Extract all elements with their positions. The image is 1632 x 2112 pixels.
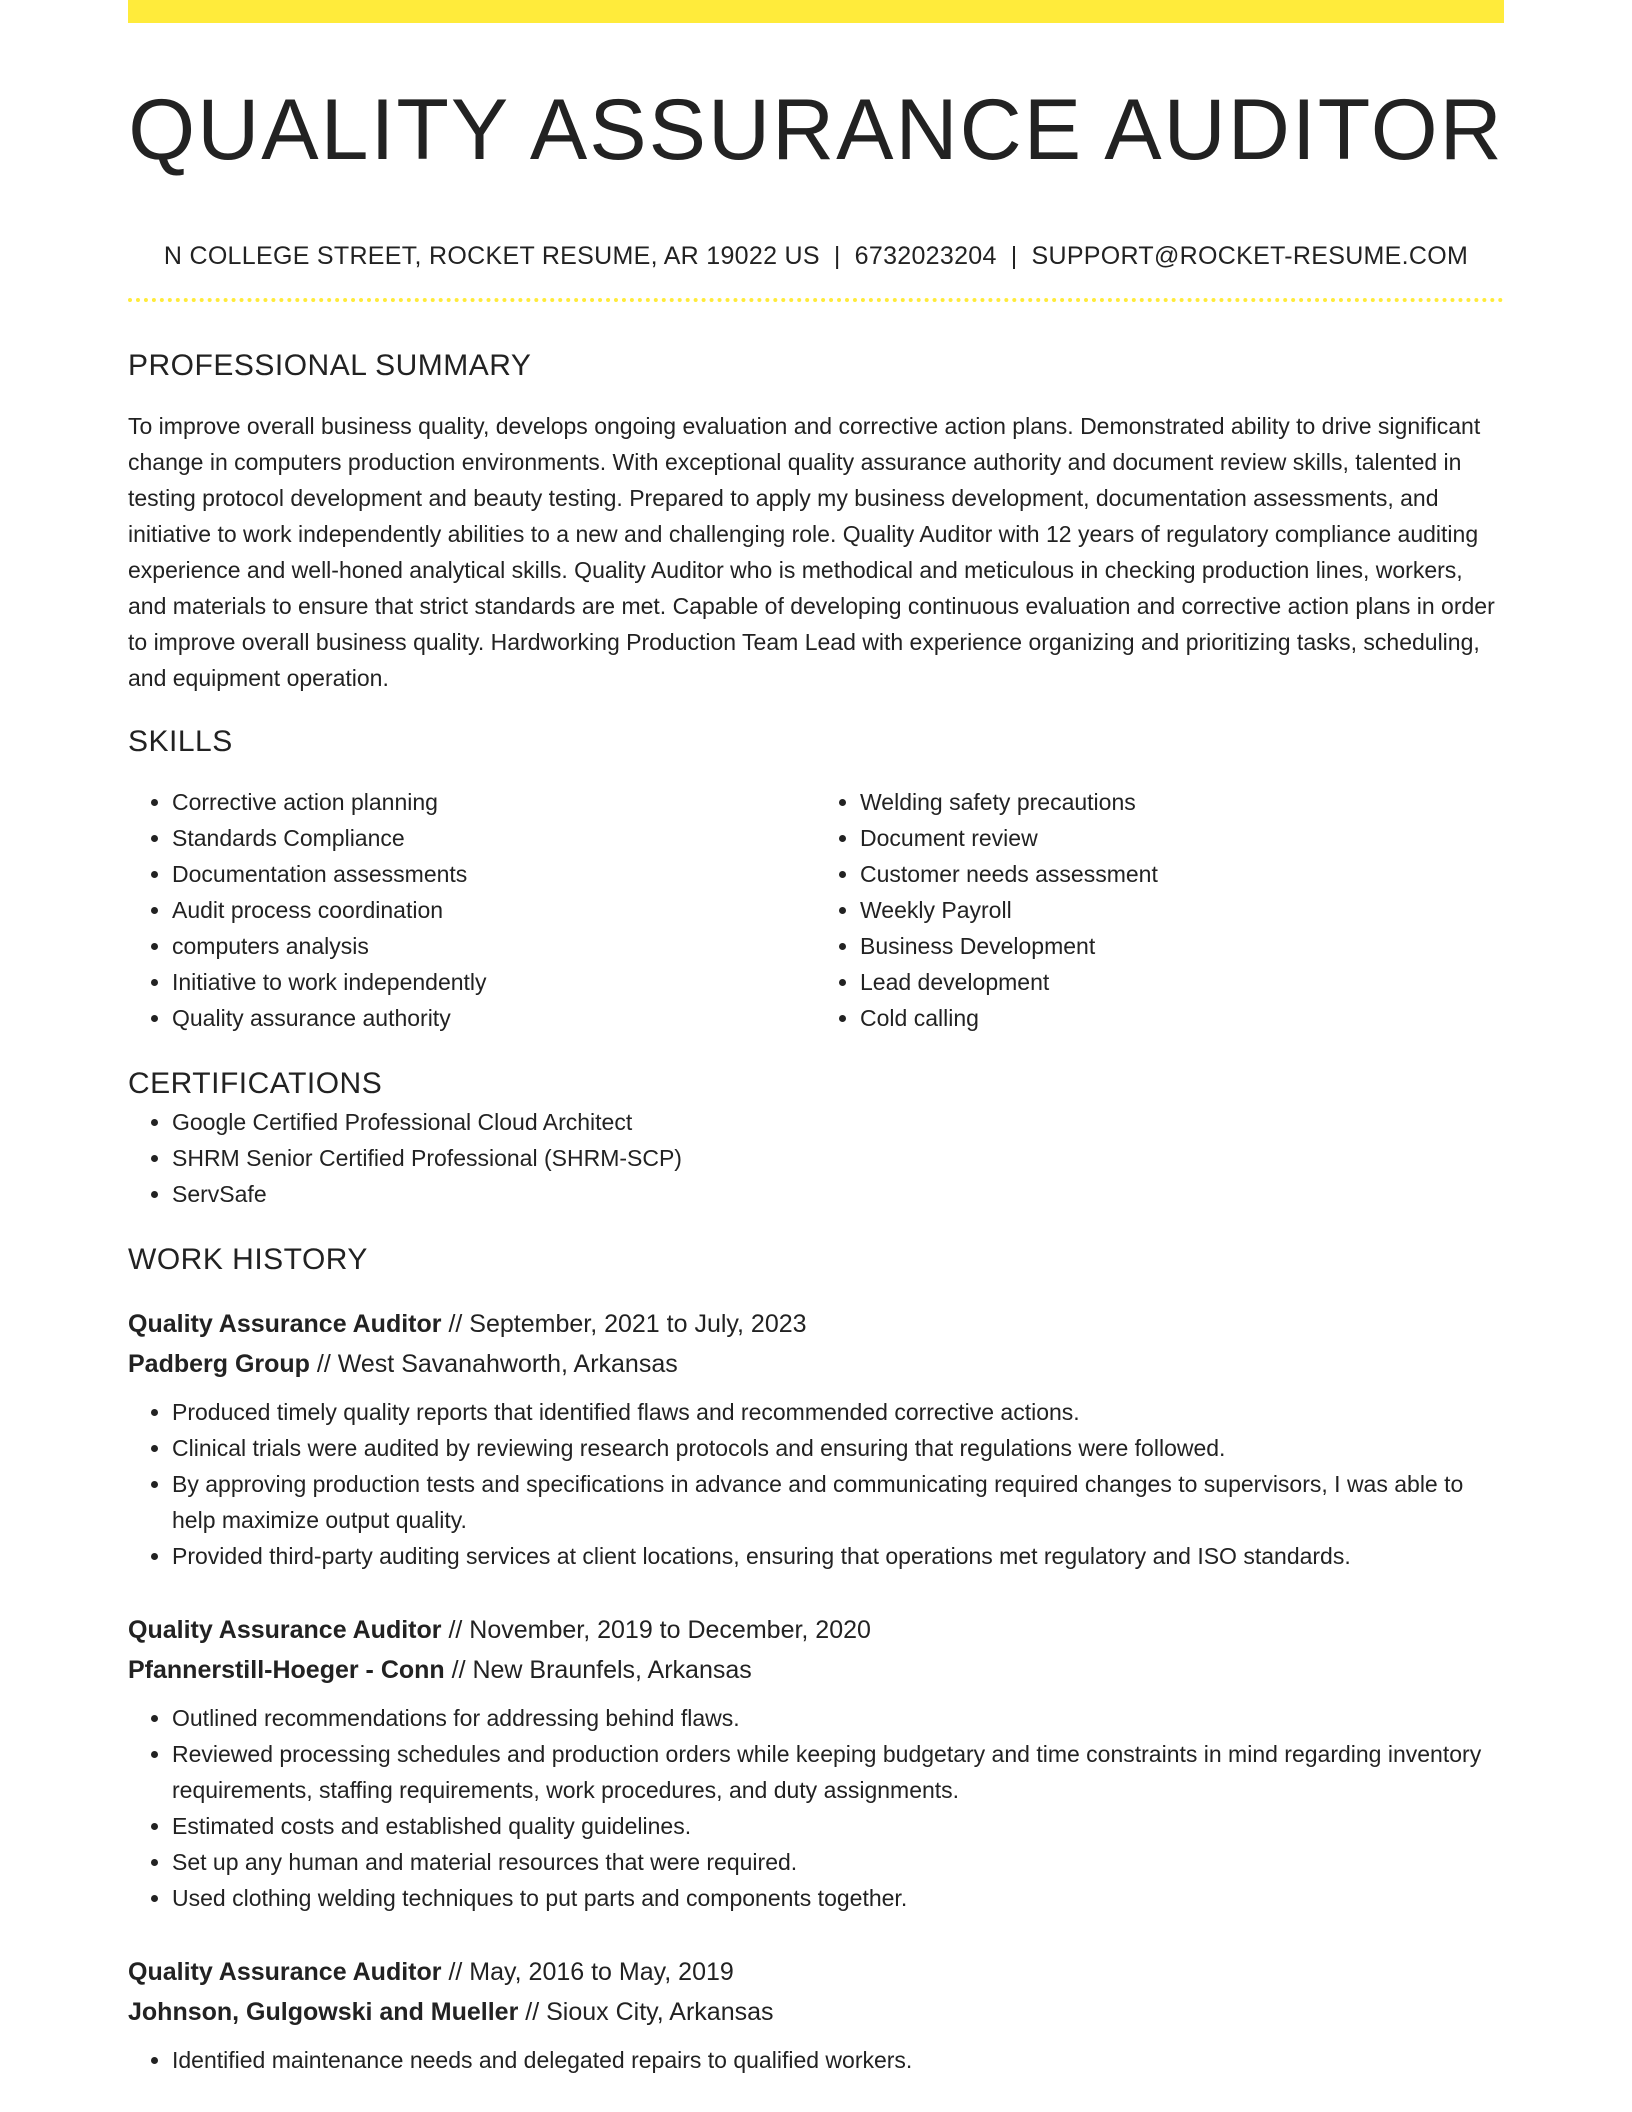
skill-item: • Documentation assessments: [172, 856, 816, 892]
work-history-heading: WORK HISTORY: [128, 1243, 368, 1276]
skill-item: • Document review: [860, 820, 1504, 856]
job-bullet: • By approving production tests and specifications in advance and communicating required changes to supervisors, I was able to help maximize output quality.: [172, 1466, 1504, 1538]
contact-address: N COLLEGE STREET, ROCKET RESUME, AR 19022 US: [163, 242, 820, 270]
job-bullets: [128, 2042, 1504, 2078]
job-bullet: • Estimated costs and established quality guidelines.: [172, 1808, 1504, 1844]
contact-phone: 6732023204: [854, 242, 997, 270]
job-role: Quality Assurance Auditor: [128, 1958, 442, 1986]
job-entry: [128, 1952, 1504, 2078]
job-dates: // September, 2021 to July, 2023: [441, 1310, 807, 1338]
job-company-line: [128, 1650, 1504, 1690]
skill-item: • Corrective action planning: [172, 784, 816, 820]
skill-item: • Lead development: [860, 964, 1504, 1000]
job-company-line: [128, 1992, 1504, 2032]
contact-email: SUPPORT@ROCKET-RESUME.COM: [1031, 242, 1469, 270]
job-bullets: [128, 1394, 1504, 1574]
summary-text: To improve overall business quality, develops ongoing evaluation and corrective action plans. Demonstrated ability to drive significant change in computers production environments. With exceptional quality assurance authority and document review skills, talented in testing protocol development and beauty testing. Prepared to apply my business development, documentation assessments, and initiative to work independently abilities to a new and challenging role. Quality Auditor with 12 years of regulatory compliance auditing experience and well-honed analytical skills. Quality Auditor who is methodical and meticulous in checking production lines, workers, and materials to ensure that strict standards are met. Capable of developing continuous evaluation and corrective action plans in order to improve overall business quality. Hardworking Production Team Lead with experience organizing and prioritizing tasks, scheduling, and equipment operation.: [128, 413, 1495, 691]
job-bullet: • Provided third-party auditing services at client locations, ensuring that operations met regulatory and ISO standards.: [172, 1538, 1504, 1574]
job-bullet: • Used clothing welding techniques to put parts and components together.: [172, 1880, 1504, 1916]
job-title-line: [128, 1610, 1504, 1650]
job-title-line: [128, 1304, 1504, 1344]
job-company-line: [128, 1344, 1504, 1384]
skill-item: • Audit process coordination: [172, 892, 816, 928]
summary-heading: PROFESSIONAL SUMMARY: [128, 349, 532, 382]
skill-item: • Initiative to work independently: [172, 964, 816, 1000]
skills-list-right: [816, 784, 1504, 1036]
skill-item: • Weekly Payroll: [860, 892, 1504, 928]
skill-item: • Standards Compliance: [172, 820, 816, 856]
job-entry: [128, 1610, 1504, 1916]
job-company: Pfannerstill-Hoeger - Conn: [128, 1656, 445, 1684]
job-title-line: [128, 1952, 1504, 1992]
job-location: // West Savanahworth, Arkansas: [309, 1350, 678, 1378]
job-bullets: [128, 1700, 1504, 1916]
skills-columns: [128, 784, 1504, 1036]
contact-separator: |: [1010, 242, 1018, 270]
skill-item: • Customer needs assessment: [860, 856, 1504, 892]
dotted-divider: [128, 298, 1504, 302]
skill-item: • Welding safety precautions: [860, 784, 1504, 820]
job-role: Quality Assurance Auditor: [128, 1616, 442, 1644]
contact-separator: |: [833, 242, 841, 270]
job-bullet: • Produced timely quality reports that identified flaws and recommended corrective actions.: [172, 1394, 1504, 1430]
skill-item: • Quality assurance authority: [172, 1000, 816, 1036]
job-company: Padberg Group: [128, 1350, 310, 1378]
resume-name: QUALITY ASSURANCE AUDITOR: [128, 82, 1504, 178]
job-bullet: • Outlined recommendations for addressing behind flaws.: [172, 1700, 1504, 1736]
certification-item: • Google Certified Professional Cloud Architect: [172, 1104, 1504, 1140]
job-location: // New Braunfels, Arkansas: [444, 1656, 752, 1684]
contact-line: [128, 240, 1504, 272]
skill-item: • Cold calling: [860, 1000, 1504, 1036]
job-bullet: • Set up any human and material resources that were required.: [172, 1844, 1504, 1880]
skills-heading: SKILLS: [128, 725, 233, 758]
certifications-list: [128, 1104, 1504, 1212]
job-bullet: • Clinical trials were audited by reviewing research protocols and ensuring that regulations were followed.: [172, 1430, 1504, 1466]
job-company: Johnson, Gulgowski and Mueller: [128, 1998, 519, 2026]
certification-item: • ServSafe: [172, 1176, 1504, 1212]
certifications-heading: CERTIFICATIONS: [128, 1067, 383, 1100]
resume-content: [128, 0, 1504, 2078]
job-entry: [128, 1304, 1504, 1574]
skill-item: • Business Development: [860, 928, 1504, 964]
job-dates: // November, 2019 to December, 2020: [441, 1616, 871, 1644]
skills-list-left: [128, 784, 816, 1036]
job-bullet: • Reviewed processing schedules and production orders while keeping budgetary and time constraints in mind regarding inventory requirements, staffing requirements, work procedures, and duty assignments.: [172, 1736, 1504, 1808]
job-location: // Sioux City, Arkansas: [518, 1998, 774, 2026]
skill-item: • computers analysis: [172, 928, 816, 964]
job-bullet: • Identified maintenance needs and delegated repairs to qualified workers.: [172, 2042, 1504, 2078]
job-role: Quality Assurance Auditor: [128, 1310, 442, 1338]
job-dates: // May, 2016 to May, 2019: [441, 1958, 734, 1986]
certification-item: • SHRM Senior Certified Professional (SHRM-SCP): [172, 1140, 1504, 1176]
